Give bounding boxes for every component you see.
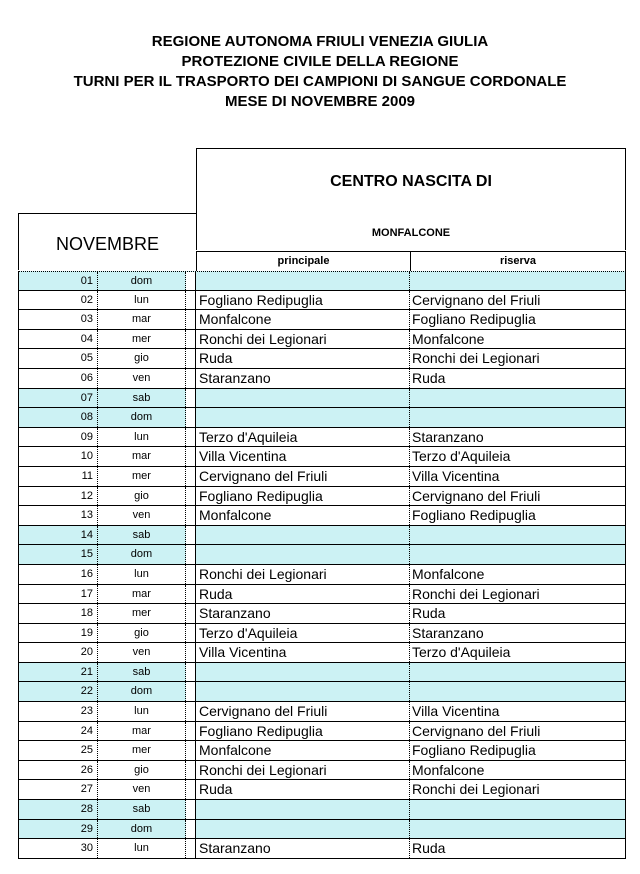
principale-cell: Cervignano del Friuli: [196, 702, 410, 721]
table-row: [18, 349, 626, 369]
day-cell: 01: [18, 272, 98, 290]
weekday-cell: dom: [98, 408, 186, 427]
day-cell: 26: [18, 761, 98, 780]
principale-cell: Staranzano: [196, 369, 410, 388]
title-line-turni: TURNI PER IL TRASPORTO DEI CAMPIONI DI SANGUE CORDONALE: [73, 73, 567, 90]
table-row: [18, 545, 626, 565]
weekday-cell: mer: [98, 330, 186, 349]
principale-cell: Villa Vicentina: [196, 643, 410, 662]
table-row: [18, 839, 626, 859]
spacer-cell: [186, 663, 196, 682]
table-row: [18, 604, 626, 624]
weekday-cell: lun: [98, 428, 186, 447]
table-row: [18, 447, 626, 467]
spacer-cell: [186, 447, 196, 466]
riserva-cell: Ronchi dei Legionari: [410, 780, 626, 799]
table-row: [18, 389, 626, 409]
spacer-cell: [186, 389, 196, 408]
spacer-cell: [186, 506, 196, 525]
table-row: [18, 330, 626, 350]
spacer-cell: [186, 565, 196, 584]
riserva-cell: Villa Vicentina: [410, 467, 626, 486]
weekday-cell: dom: [98, 820, 186, 839]
day-cell: 09: [18, 428, 98, 447]
weekday-cell: ven: [98, 369, 186, 388]
riserva-cell: [410, 545, 626, 564]
riserva-cell: Ruda: [410, 839, 626, 858]
table-row: [18, 467, 626, 487]
spacer-cell: [186, 643, 196, 662]
column-header-riserva: riserva: [410, 252, 626, 271]
principale-cell: Ruda: [196, 585, 410, 604]
table-row: [18, 702, 626, 722]
weekday-cell: mar: [98, 585, 186, 604]
principale-cell: Terzo d'Aquileia: [196, 624, 410, 643]
principale-cell: Ruda: [196, 349, 410, 368]
riserva-cell: Monfalcone: [410, 761, 626, 780]
principale-cell: Monfalcone: [196, 310, 410, 329]
principale-cell: Ruda: [196, 780, 410, 799]
riserva-cell: [410, 526, 626, 545]
riserva-cell: Staranzano: [410, 624, 626, 643]
riserva-cell: Monfalcone: [410, 330, 626, 349]
table-row: [18, 585, 626, 605]
spacer-cell: [186, 408, 196, 427]
table-row: [18, 565, 626, 585]
table-row: [18, 820, 626, 840]
principale-cell: Fogliano Redipuglia: [196, 291, 410, 310]
riserva-cell: Ronchi dei Legionari: [410, 585, 626, 604]
day-cell: 25: [18, 741, 98, 760]
month-label: NOVEMBRE: [55, 234, 160, 254]
weekday-cell: gio: [98, 624, 186, 643]
principale-cell: Monfalcone: [196, 506, 410, 525]
weekday-cell: sab: [98, 800, 186, 819]
principale-cell: Terzo d'Aquileia: [196, 428, 410, 447]
table-row: [18, 780, 626, 800]
day-cell: 23: [18, 702, 98, 721]
spacer-cell: [186, 272, 196, 290]
spacer-cell: [186, 780, 196, 799]
principale-cell: [196, 545, 410, 564]
weekday-cell: ven: [98, 506, 186, 525]
principale-cell: [196, 272, 410, 290]
table-row: [18, 663, 626, 683]
day-cell: 20: [18, 643, 98, 662]
table-row: [18, 526, 626, 546]
document-title: [0, 32, 640, 112]
riserva-cell: Fogliano Redipuglia: [410, 506, 626, 525]
riserva-cell: [410, 820, 626, 839]
table-row: [18, 800, 626, 820]
spacer-cell: [186, 330, 196, 349]
principale-cell: Fogliano Redipuglia: [196, 487, 410, 506]
title-line-region: REGIONE AUTONOMA FRIULI VENEZIA GIULIA: [151, 33, 489, 50]
day-cell: 10: [18, 447, 98, 466]
weekday-cell: mar: [98, 447, 186, 466]
spacer-cell: [186, 761, 196, 780]
weekday-cell: mer: [98, 467, 186, 486]
table-row: [18, 761, 626, 781]
riserva-cell: Staranzano: [410, 428, 626, 447]
spacer-cell: [186, 682, 196, 701]
weekday-cell: dom: [98, 682, 186, 701]
day-cell: 11: [18, 467, 98, 486]
riserva-cell: Monfalcone: [410, 565, 626, 584]
riserva-cell: Ruda: [410, 369, 626, 388]
riserva-cell: [410, 272, 626, 290]
day-cell: 29: [18, 820, 98, 839]
weekday-cell: lun: [98, 839, 186, 858]
table-row: [18, 722, 626, 742]
principale-cell: Ronchi dei Legionari: [196, 565, 410, 584]
weekday-cell: gio: [98, 487, 186, 506]
day-cell: 15: [18, 545, 98, 564]
title-line-protezione-civile: PROTEZIONE CIVILE DELLA REGIONE: [181, 53, 459, 70]
principale-cell: [196, 800, 410, 819]
principale-cell: Cervignano del Friuli: [196, 467, 410, 486]
principale-cell: Staranzano: [196, 839, 410, 858]
spacer-cell: [186, 702, 196, 721]
day-cell: 19: [18, 624, 98, 643]
day-cell: 24: [18, 722, 98, 741]
spacer-cell: [186, 487, 196, 506]
riserva-cell: [410, 389, 626, 408]
principale-cell: Villa Vicentina: [196, 447, 410, 466]
principale-cell: Staranzano: [196, 604, 410, 623]
table-row: [18, 291, 626, 311]
column-header-principale: principale: [196, 252, 410, 271]
day-cell: 18: [18, 604, 98, 623]
centro-nascita-name: MONFALCONE: [371, 227, 451, 239]
day-cell: 03: [18, 310, 98, 329]
riserva-cell: Ruda: [410, 604, 626, 623]
day-cell: 13: [18, 506, 98, 525]
weekday-cell: lun: [98, 702, 186, 721]
weekday-cell: mer: [98, 604, 186, 623]
day-cell: 17: [18, 585, 98, 604]
day-cell: 04: [18, 330, 98, 349]
day-cell: 02: [18, 291, 98, 310]
spacer-cell: [186, 428, 196, 447]
table-row: [18, 428, 626, 448]
day-cell: 21: [18, 663, 98, 682]
riserva-cell: Villa Vicentina: [410, 702, 626, 721]
weekday-cell: ven: [98, 780, 186, 799]
riserva-cell: [410, 408, 626, 427]
day-cell: 05: [18, 349, 98, 368]
weekday-cell: lun: [98, 291, 186, 310]
weekday-cell: dom: [98, 545, 186, 564]
table-row: [18, 624, 626, 644]
centro-nascita-title: CENTRO NASCITA DI: [330, 173, 492, 190]
principale-cell: [196, 526, 410, 545]
riserva-cell: Terzo d'Aquileia: [410, 447, 626, 466]
day-cell: 07: [18, 389, 98, 408]
weekday-cell: gio: [98, 761, 186, 780]
principale-cell: [196, 820, 410, 839]
spacer-cell: [186, 291, 196, 310]
riserva-cell: Ronchi dei Legionari: [410, 349, 626, 368]
table-row: [18, 741, 626, 761]
table-row: [18, 310, 626, 330]
principale-cell: [196, 408, 410, 427]
weekday-cell: gio: [98, 349, 186, 368]
weekday-cell: ven: [98, 643, 186, 662]
day-cell: 12: [18, 487, 98, 506]
day-cell: 28: [18, 800, 98, 819]
principale-cell: Ronchi dei Legionari: [196, 330, 410, 349]
table-row: [18, 271, 626, 291]
riserva-cell: [410, 663, 626, 682]
riserva-cell: [410, 682, 626, 701]
table-row: [18, 506, 626, 526]
spacer-cell: [186, 800, 196, 819]
table-row: [18, 487, 626, 507]
weekday-cell: mar: [98, 722, 186, 741]
weekday-cell: mer: [98, 741, 186, 760]
weekday-cell: mar: [98, 310, 186, 329]
riserva-cell: Cervignano del Friuli: [410, 291, 626, 310]
table-row: [18, 682, 626, 702]
day-cell: 22: [18, 682, 98, 701]
centro-nascita-header: [196, 148, 626, 250]
weekday-cell: lun: [98, 565, 186, 584]
day-cell: 14: [18, 526, 98, 545]
title-line-mese: MESE DI NOVEMBRE 2009: [224, 93, 416, 110]
weekday-cell: sab: [98, 526, 186, 545]
principale-cell: [196, 682, 410, 701]
weekday-cell: sab: [98, 389, 186, 408]
riserva-cell: Cervignano del Friuli: [410, 487, 626, 506]
spacer-cell: [186, 585, 196, 604]
table-row: [18, 369, 626, 389]
day-cell: 16: [18, 565, 98, 584]
riserva-cell: Cervignano del Friuli: [410, 722, 626, 741]
principale-cell: [196, 663, 410, 682]
spacer-cell: [186, 820, 196, 839]
principale-cell: Ronchi dei Legionari: [196, 761, 410, 780]
riserva-cell: [410, 800, 626, 819]
spacer-cell: [186, 467, 196, 486]
spacer-cell: [186, 369, 196, 388]
table-row: [18, 643, 626, 663]
day-cell: 27: [18, 780, 98, 799]
spacer-cell: [186, 526, 196, 545]
riserva-cell: Terzo d'Aquileia: [410, 643, 626, 662]
principale-cell: Monfalcone: [196, 741, 410, 760]
spacer-cell: [186, 310, 196, 329]
spacer-cell: [186, 604, 196, 623]
riserva-cell: Fogliano Redipuglia: [410, 741, 626, 760]
principale-cell: Fogliano Redipuglia: [196, 722, 410, 741]
spacer-cell: [186, 839, 196, 858]
spacer-cell: [186, 349, 196, 368]
day-cell: 30: [18, 839, 98, 858]
weekday-cell: sab: [98, 663, 186, 682]
table-row: [18, 408, 626, 428]
month-header: [18, 213, 196, 270]
day-cell: 08: [18, 408, 98, 427]
spacer-cell: [186, 741, 196, 760]
spacer-cell: [186, 624, 196, 643]
spacer-cell: [186, 722, 196, 741]
day-cell: 06: [18, 369, 98, 388]
spacer-cell: [186, 545, 196, 564]
schedule-table: [18, 271, 626, 859]
riserva-cell: Fogliano Redipuglia: [410, 310, 626, 329]
principale-cell: [196, 389, 410, 408]
weekday-cell: dom: [98, 272, 186, 290]
